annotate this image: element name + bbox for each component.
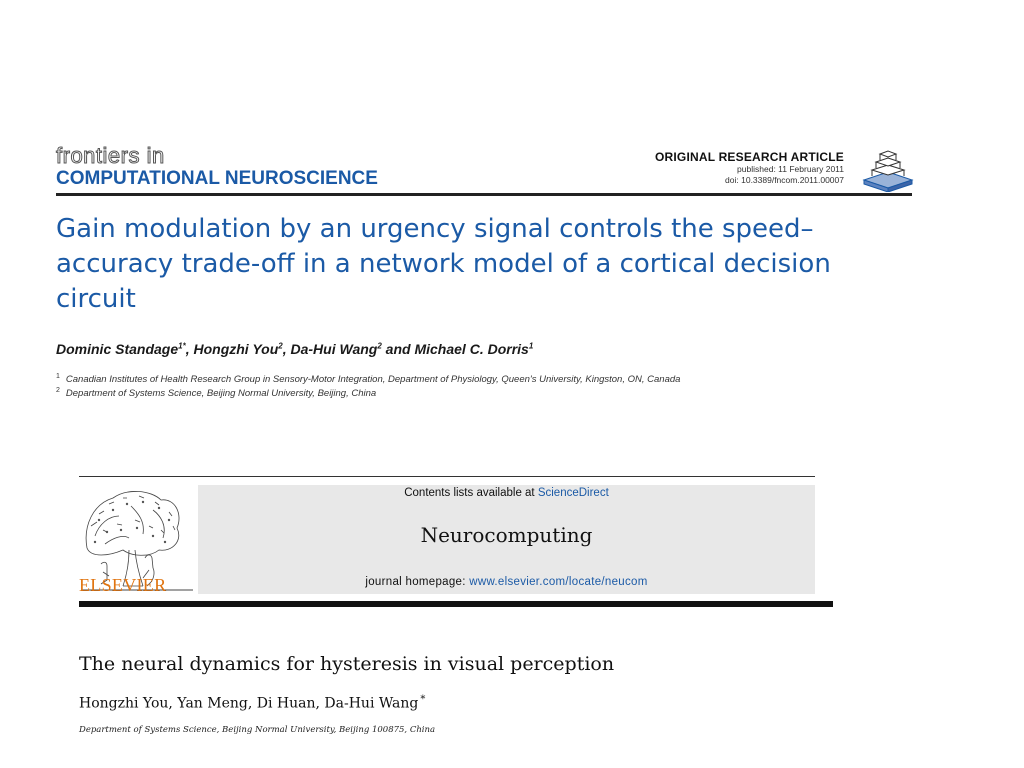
affiliation-mark: 2 (56, 387, 60, 394)
corresponding-author-mark: * (420, 694, 426, 705)
author-separator: , (282, 341, 291, 357)
author-separator: , (185, 341, 194, 357)
elsevier-author-list (79, 694, 425, 712)
elsevier-affiliation: Department of Systems Science, Beijing Normal University, Beijing 100875, China (79, 725, 436, 735)
elsevier-top-rule (79, 476, 815, 477)
doi-link[interactable]: doi: 10.3389/fncom.2011.00007 (725, 175, 844, 185)
affiliation-text: Canadian Institutes of Health Research Group in Sensory-Motor Integration, Department of Physiology, Queen's University, Kingston, ON, Canada (65, 374, 681, 386)
contents-prefix: Contents lists available at (404, 487, 538, 499)
elsevier-wordmark: ELSEVIER (79, 575, 167, 595)
author-separator: and (381, 341, 415, 357)
article-meta (655, 150, 844, 186)
author-names: Hongzhi You, Yan Meng, Di Huan, Da-Hui Wang (79, 695, 419, 712)
elsevier-article-title: The neural dynamics for hysteresis in visual perception (79, 653, 615, 675)
author-affiliation-mark: 1 (528, 341, 534, 351)
contents-availability (198, 487, 815, 499)
frontiers-stack-logo-icon (862, 146, 914, 192)
frontiers-author-list (56, 341, 533, 357)
published-date: published: 11 February 2011 (737, 164, 844, 174)
journal-masthead-box (198, 485, 815, 594)
affiliation-line (56, 373, 680, 385)
author-name: Michael C. Dorris (414, 341, 529, 357)
affiliation-text: Department of Systems Science, Beijing Normal University, Beijing, China (65, 388, 377, 400)
homepage-prefix: journal homepage: (365, 576, 470, 588)
masthead-divider (56, 193, 912, 196)
author-affiliation-mark: 1* (178, 341, 186, 351)
author-affiliation-mark: 2 (377, 341, 382, 351)
elsevier-bottom-rule (79, 601, 833, 607)
journal-homepage (198, 576, 815, 588)
journal-prefix: frontiers in (56, 143, 165, 168)
article-type: ORIGINAL RESEARCH ARTICLE (654, 150, 844, 164)
homepage-link[interactable]: www.elsevier.com/locate/neucom (469, 576, 648, 588)
author-name: Hongzhi You (193, 341, 279, 357)
frontiers-journal-masthead (56, 145, 378, 190)
author-affiliation-mark: 2 (278, 341, 283, 351)
author-name: Dominic Standage (56, 341, 179, 357)
affiliation-mark: 1 (56, 373, 60, 380)
journal-title: Neurocomputing (420, 523, 593, 547)
author-name: Da-Hui Wang (290, 341, 378, 357)
affiliation-line (56, 387, 376, 399)
frontiers-article-title: Gain modulation by an urgency signal controls the speed–accuracy trade-off in a network model of a cortical decision circuit (56, 214, 831, 314)
sciencedirect-link[interactable]: ScienceDirect (537, 487, 609, 499)
journal-name: COMPUTATIONAL NEUROSCIENCE (56, 168, 378, 189)
